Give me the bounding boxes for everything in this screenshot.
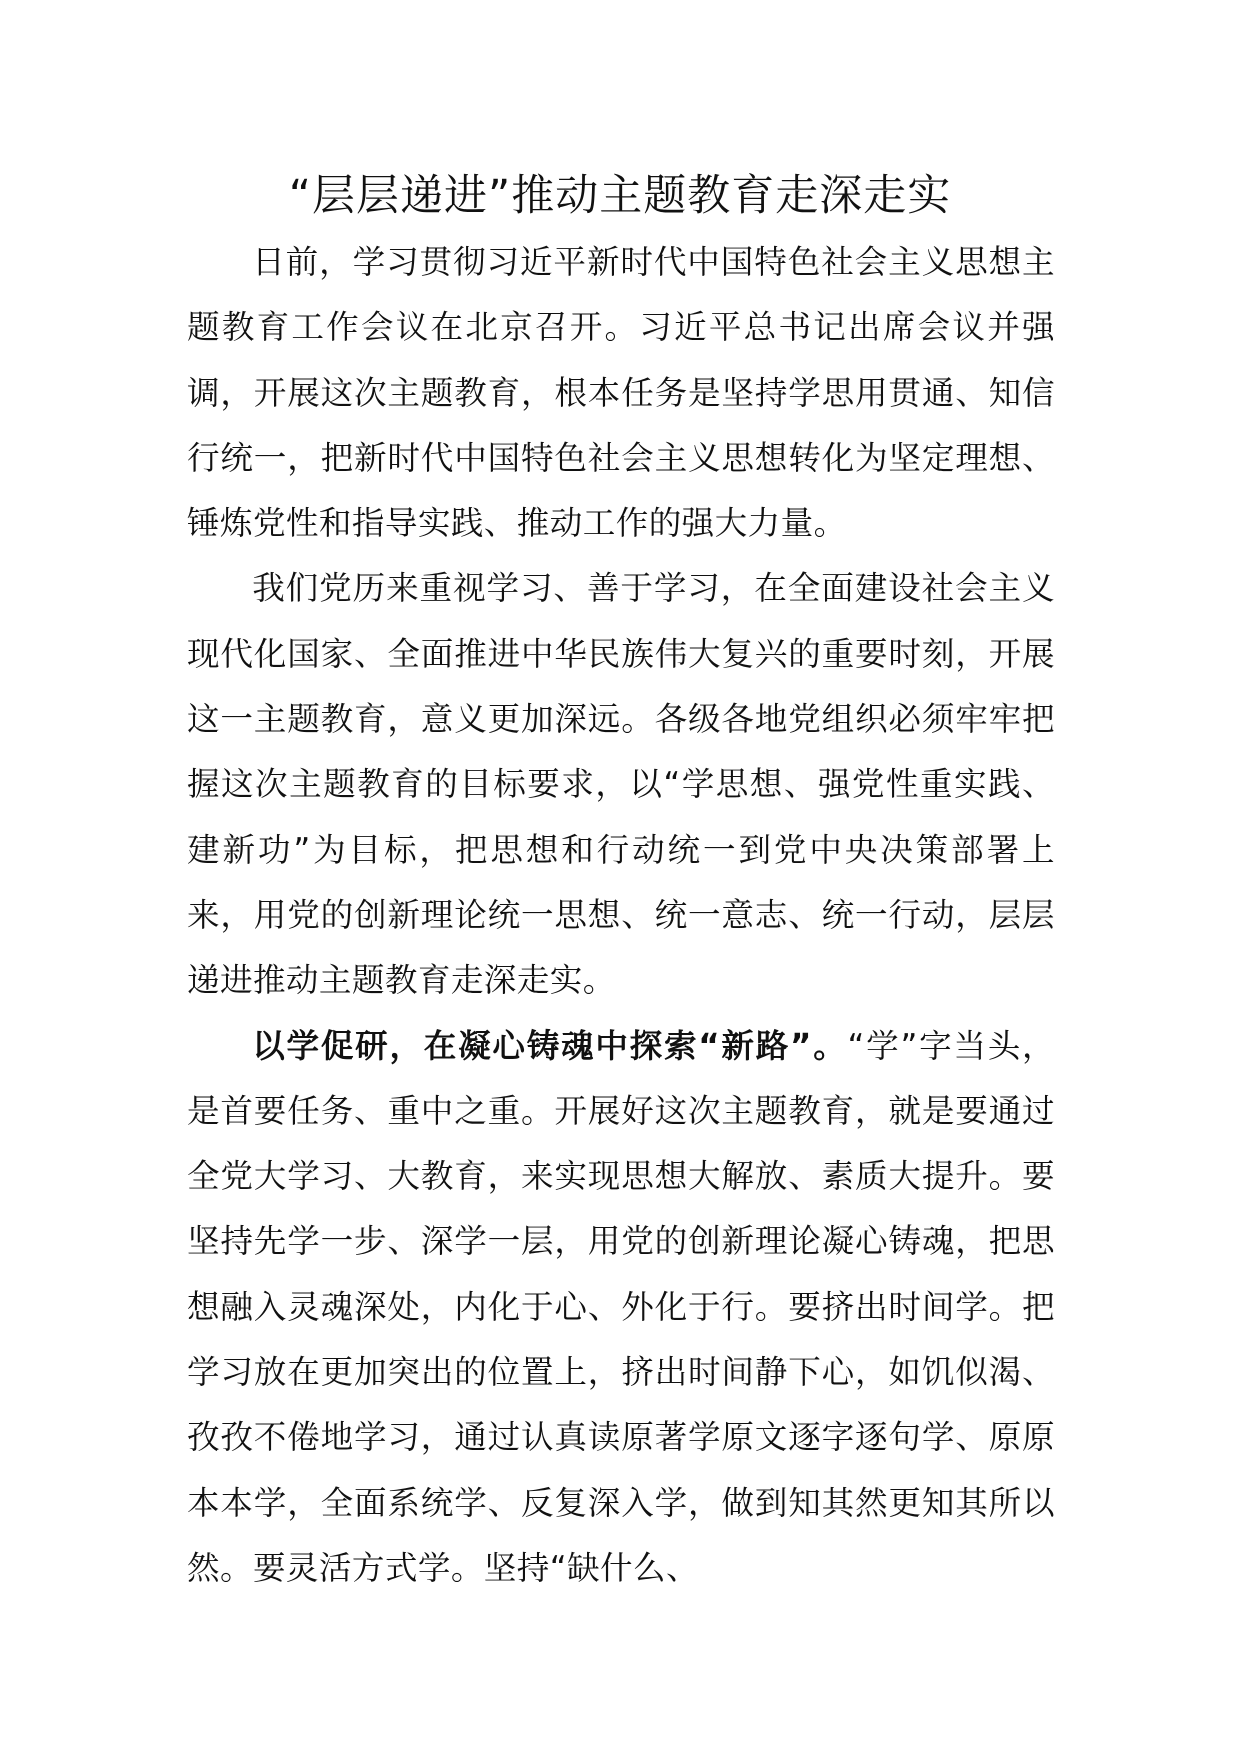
paragraph-2-text: 我们党历来重视学习、善于学习，在全面建设社会主义现代化国家、全面推进中华民族伟大复兴的重要时刻，开展这一主题教育，意义更加深远。各级各地党组织必须牢牢把握这次主题教育的目标要求，以“学思想、强党性重实践、建新功”为目标，把思想和行动统一到党中央决策部署上来，用党的创新理论统一思想、统一意志、统一行动，层层递进推动主题教育走深走实。 <box>187 569 1055 1000</box>
document-title: “层层递进”推动主题教育走深走实 <box>288 171 952 221</box>
paragraph-1-text: 日前，学习贯彻习近平新时代中国特色社会主义思想主题教育工作会议在北京召开。习近平总书记出席会议并强调，开展这次主题教育，根本任务是坚持学思用贯通、知信行统一，把新时代中国特色社会主义思想转化为坚定理想、锤炼党性和指导实践、推动工作的强大力量。 <box>187 243 1055 543</box>
paragraph-1 <box>187 230 1055 556</box>
paragraph-3-lead: 以学促研，在凝心铸魂中探索“新路”。 <box>252 1026 848 1065</box>
paragraph-2 <box>187 556 1055 1013</box>
document-body <box>187 230 1055 1601</box>
paragraph-3-text: “学”字当头，是首要任务、重中之重。开展好这次主题教育，就是要通过全党大学习、大教育，来实现思想大解放、素质大提升。要坚持先学一步、深学一层，用党的创新理论凝心铸魂，把思想融入灵魂深处，内化于心、外化于行。要挤出时间学。把学习放在更加突出的位置上，挤出时间静下心，如饥似渴、孜孜不倦地学习，通过认真读原著学原文逐字逐句学、原原本本学，全面系统学、反复深入学，做到知其然更知其所以然。要灵活方式学。坚持“缺什么、 <box>187 1026 1055 1587</box>
paragraph-3 <box>187 1014 1055 1602</box>
